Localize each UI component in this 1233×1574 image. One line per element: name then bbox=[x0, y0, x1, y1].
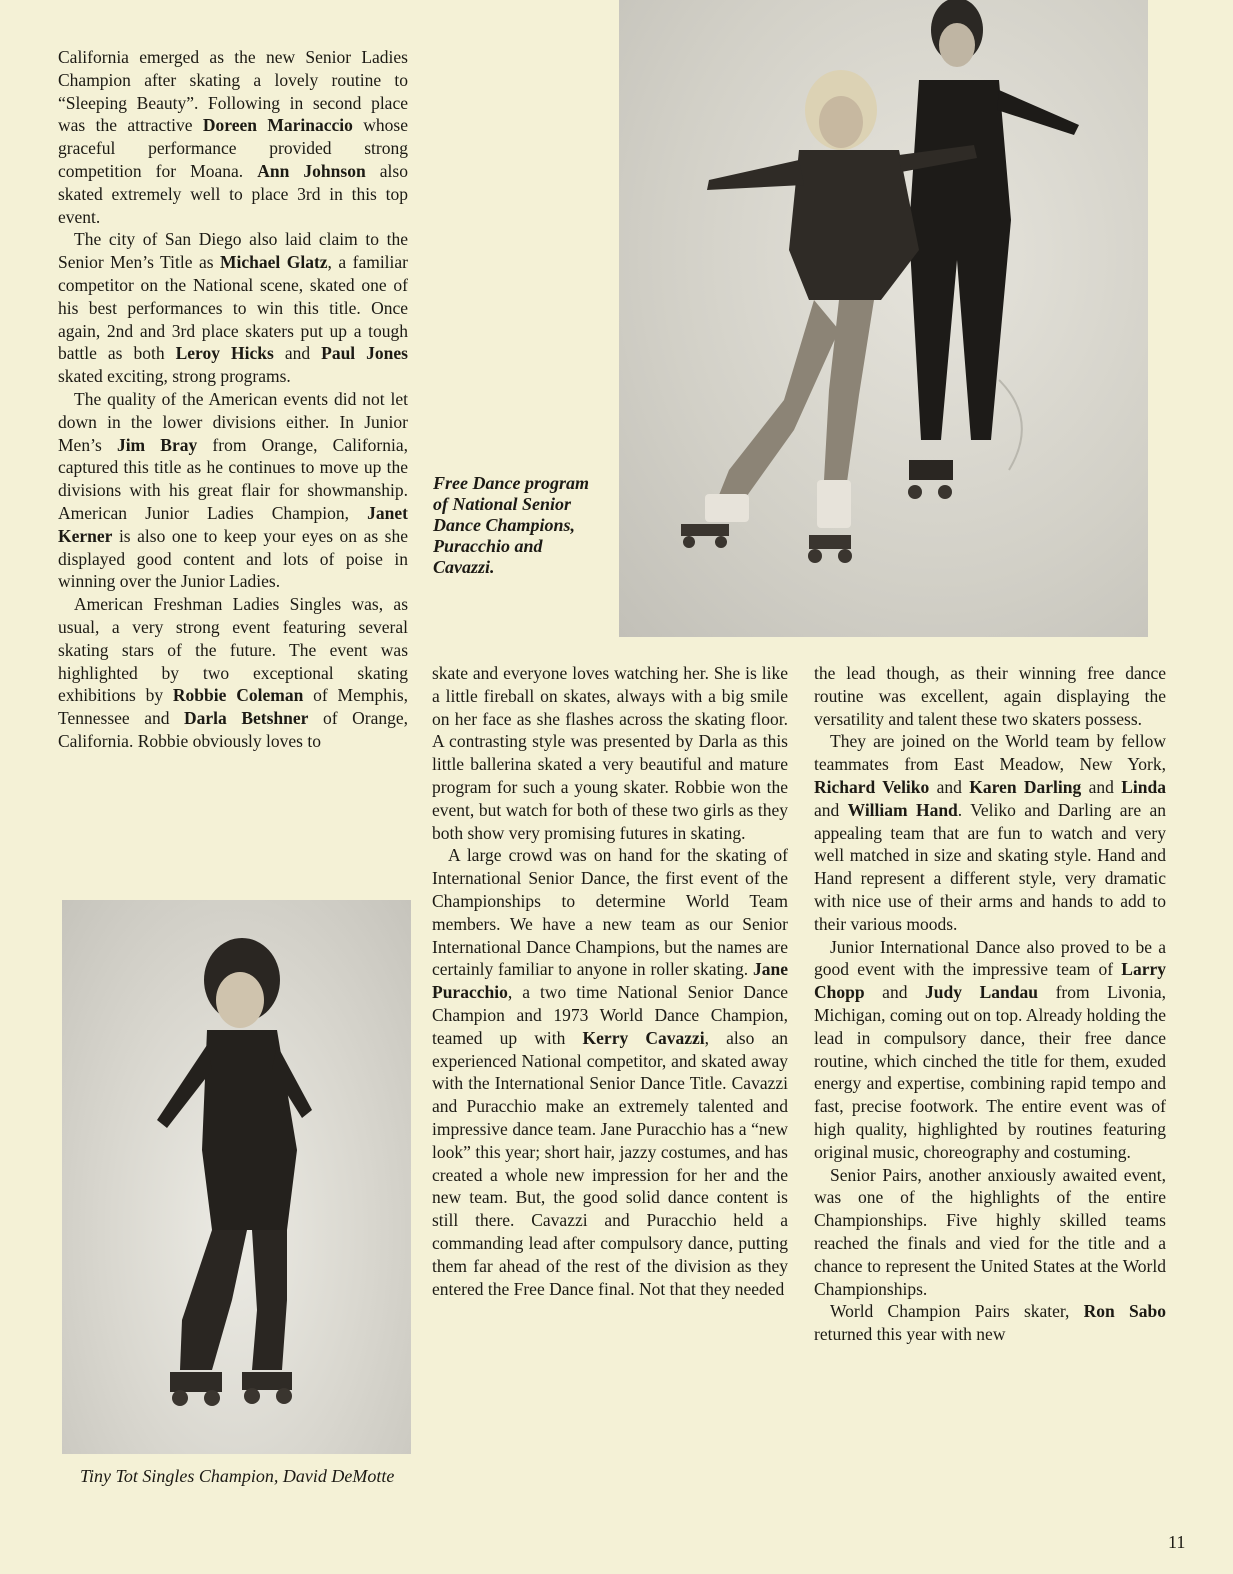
child-skater-illustration bbox=[62, 900, 411, 1454]
article-paragraph: The city of San Diego also laid claim to the Senior Men’s Title as Michael Glatz, a familiar competitor on the National scene, skated one of his best performances to win this title. Once again, 2nd and 3rd place skaters put up a tough battle as both Leroy Hicks and Paul Jones skated exciting, strong programs. bbox=[58, 229, 409, 387]
article-paragraph: skate and everyone loves watching her. She is like a little fireball on skates, always with a big smile on her face as she flashes across the skating floor. A contrasting style was presented by Darla as this little ballerina skated a very beautiful and mature program for such a young skater. Robbie won the event, but watch for both of these two girls as they both show very promising futures in skating. bbox=[432, 663, 788, 843]
dance-couple-photo bbox=[619, 0, 1148, 637]
article-paragraph: California emerged as the new Senior Ladies Champion after skating a lovely routine to “Sleeping Beauty”. Following in second place was the attractive Doreen Marinaccio whose graceful performance provided strong competition for Moana. Ann Johnson also skated extremely well to place 3rd in this top event. bbox=[58, 47, 408, 227]
article-paragraph: They are joined on the World team by fellow teammates from East Meadow, New York, Richard Veliko and Karen Darling and Linda and William Hand. Veliko and Darling are an appealing team that are fun to watch and very well matched in size and skating style. Hand and Hand represent a different style, very dramatic with nice use of their arms and hands to add to their various moods. bbox=[814, 731, 1166, 934]
article-paragraph: World Champion Pairs skater, Ron Sabo returned this year with new bbox=[814, 1301, 1166, 1345]
article-paragraph: Senior Pairs, another anxiously awaited event, was one of the highlights of the entire Championships. Five highly skilled teams reached the finals and vied for the title and a chance to represent the United States at the World Championships. bbox=[814, 1164, 1166, 1299]
page-number: 11 bbox=[1168, 1532, 1186, 1552]
article-paragraph: American Freshman Ladies Singles was, as usual, a very strong event featuring several skating stars of the future. The event was highlighted by two exceptional skating exhibitions by Robbie Coleman of Memphis, Tennessee and Darla Betshner of Orange, California. Robbie obviously loves to bbox=[58, 594, 409, 751]
article-paragraph: the lead though, as their winning free dance routine was excellent, again displaying the versatility and talent these two skaters possess. bbox=[814, 663, 1166, 729]
article-column-2 bbox=[432, 662, 788, 1300]
article-paragraph: A large crowd was on hand for the skating of International Senior Dance, the first event of the Championships to determine World Team members. We have a new team as our Senior International Dance Champions, but the names are certainly familiar to anyone in roller skating. Jane Puracchio, a two time National Senior Dance Champion and 1973 World Dance Champion, teamed up with Kerry Cavazzi, also an experienced National competitor, and skated away with the International Senior Dance Title. Cavazzi and Puracchio make an extremely talented and impressive dance team. Jane Puracchio has a “new look” this year; short hair, jazzy costumes, and has created a whole new impression for her and the new team. But, the good solid dance content is still there. Cavazzi and Puracchio held a commanding lead after compulsory dance, putting them far ahead of the rest of the division as they entered the Free Dance final. Not that they needed bbox=[432, 845, 788, 1299]
tiny-tot-photo-caption: Tiny Tot Singles Champion, David DeMotte bbox=[80, 1466, 395, 1486]
article-column-3 bbox=[814, 662, 1166, 1346]
dance-couple-illustration bbox=[619, 0, 1148, 637]
article-paragraph: The quality of the American events did not let down in the lower divisions either. In Junior Men’s Jim Bray from Orange, California, captured this title as he continues to move up the divisions with his great flair for showmanship. American Junior Ladies Champion, Janet Kerner is also one to keep your eyes on as she displayed good content and lots of poise in winning over the Junior Ladies. bbox=[58, 388, 409, 592]
tiny-tot-skater-photo bbox=[62, 900, 411, 1454]
article-paragraph: Junior International Dance also proved to be a good event with the impressive team of Larry Chopp and Judy Landau from Livonia, Michigan, coming out on top. Already holding the lead in compulsory dance, their free dance routine, which cinched the title for them, exuded energy and expertise, combining rapid tempo and fast, precise footwork. The entire event was of high quality, highlighted by routines featuring original music, choreography and costuming. bbox=[814, 936, 1166, 1162]
article-column-1 bbox=[58, 46, 408, 753]
dance-photo-caption: Free Dance program of National Senior Dance Champions, Puracchio and Cavazzi. bbox=[433, 473, 589, 577]
